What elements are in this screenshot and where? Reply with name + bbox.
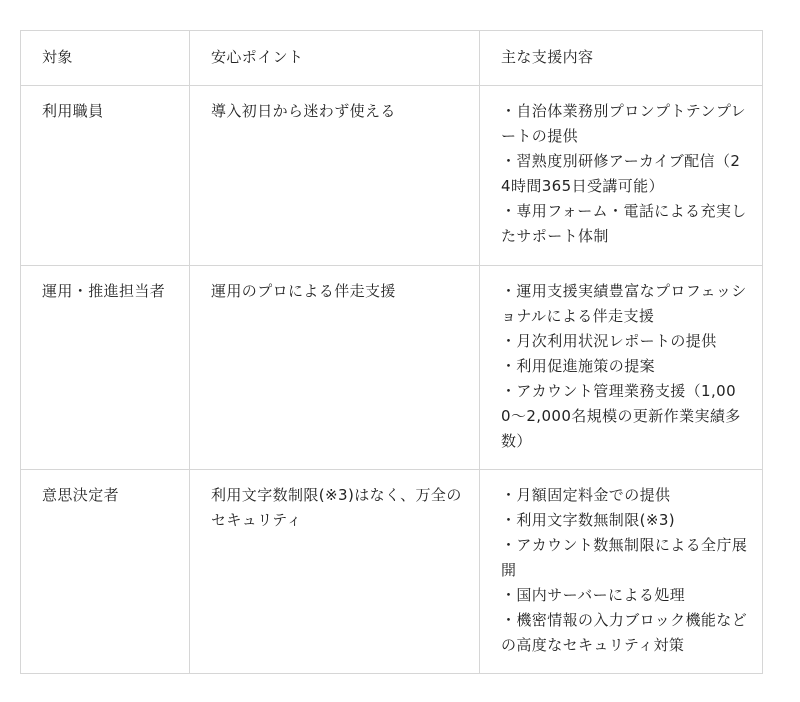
support-cell bbox=[480, 86, 763, 266]
point-cell: 利用文字数制限(※3)はなく、万全のセキュリティ bbox=[190, 470, 480, 674]
table-row bbox=[21, 266, 763, 470]
support-cell bbox=[480, 266, 763, 470]
table-header-row bbox=[21, 31, 763, 86]
support-item: ・運用支援実績豊富なプロフェッショナルによる伴走支援 bbox=[501, 282, 747, 325]
support-item: ・アカウント管理業務支援（1,000〜2,000名規模の更新作業実績多数） bbox=[501, 382, 741, 450]
table-row bbox=[21, 86, 763, 266]
support-item: ・月次利用状況レポートの提供 bbox=[501, 332, 717, 350]
support-item: ・自治体業務別プロンプトテンプレートの提供 bbox=[501, 102, 747, 145]
header-support: 主な支援内容 bbox=[480, 31, 763, 86]
target-cell: 利用職員 bbox=[21, 86, 190, 266]
header-point: 安心ポイント bbox=[190, 31, 480, 86]
point-cell: 導入初日から迷わず使える bbox=[190, 86, 480, 266]
point-cell: 運用のプロによる伴走支援 bbox=[190, 266, 480, 470]
support-item: ・利用促進施策の提案 bbox=[501, 357, 656, 375]
support-item: ・アカウント数無制限による全庁展開 bbox=[501, 536, 748, 579]
support-item: ・利用文字数無制限(※3) bbox=[501, 511, 676, 529]
support-item: ・習熟度別研修アーカイブ配信（24時間365日受講可能） bbox=[501, 152, 741, 195]
target-cell: 意思決定者 bbox=[21, 470, 190, 674]
target-cell: 運用・推進担当者 bbox=[21, 266, 190, 470]
support-cell bbox=[480, 470, 763, 674]
support-item: ・国内サーバーによる処理 bbox=[501, 586, 686, 604]
support-item: ・月額固定料金での提供 bbox=[501, 486, 671, 504]
table-row bbox=[21, 470, 763, 674]
support-item: ・機密情報の入力ブロック機能などの高度なセキュリティ対策 bbox=[501, 611, 748, 654]
support-item: ・専用フォーム・電話による充実したサポート体制 bbox=[501, 202, 747, 245]
header-target: 対象 bbox=[21, 31, 190, 86]
support-table bbox=[20, 30, 763, 674]
